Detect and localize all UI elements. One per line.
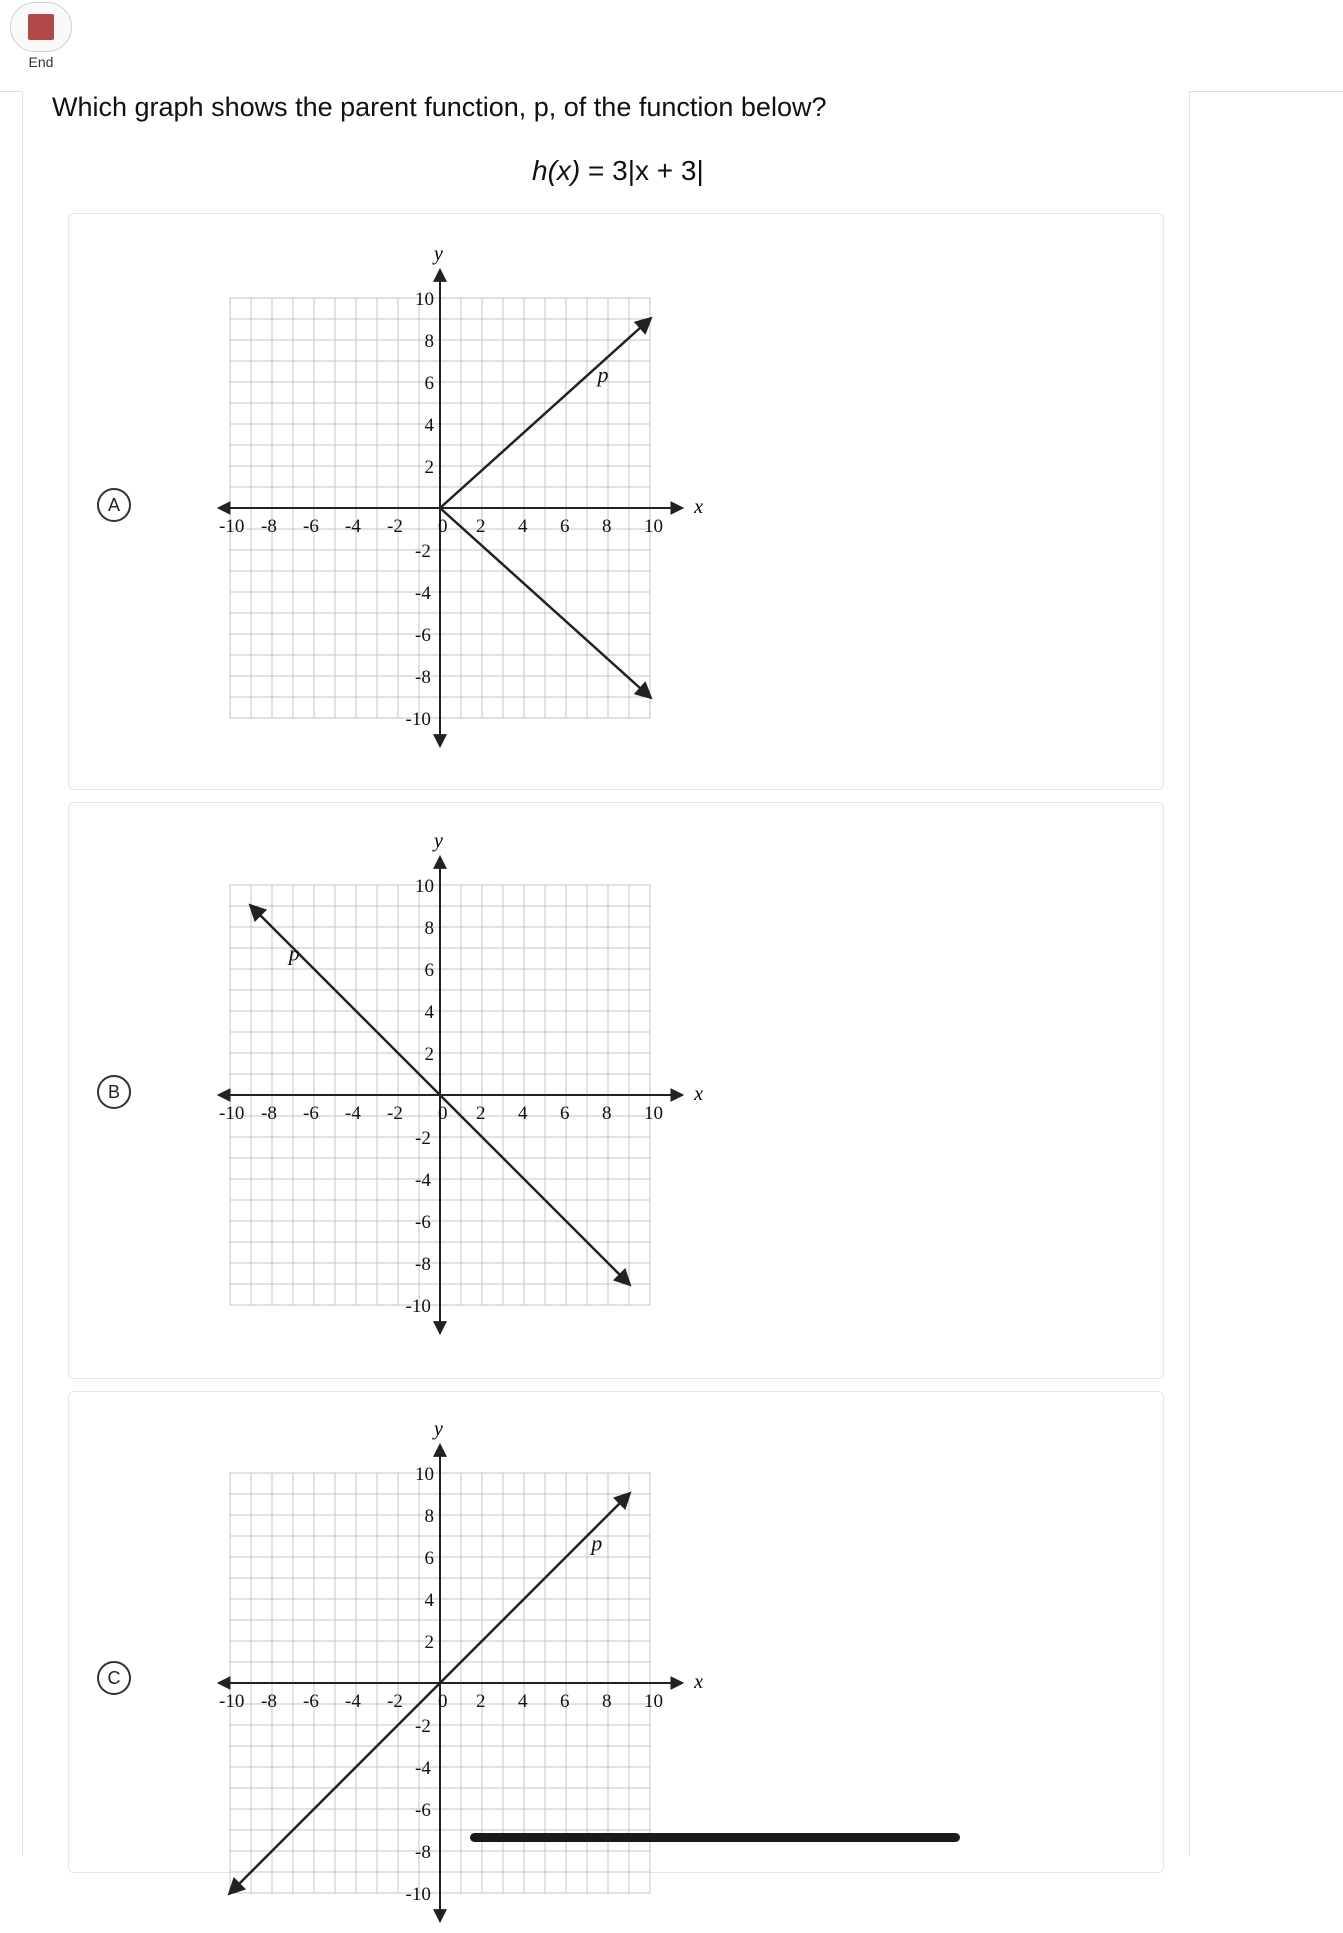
y-tick-label: 8 — [424, 1506, 434, 1527]
horizontal-scrollbar[interactable] — [470, 1833, 960, 1842]
x-tick-label: 4 — [518, 516, 528, 537]
curve-label: p — [288, 940, 300, 966]
end-button[interactable] — [10, 2, 72, 52]
y-tick-label: -8 — [415, 667, 431, 688]
curve-label: p — [597, 362, 609, 387]
x-tick-label: -2 — [387, 516, 403, 537]
top-toolbar — [0, 0, 1343, 92]
function-formula — [532, 153, 832, 189]
y-tick-label: 10 — [415, 876, 434, 897]
end-label: End — [28, 54, 54, 70]
y-tick-label: -8 — [415, 1254, 431, 1275]
y-tick-label: -6 — [415, 625, 431, 646]
x-tick-label: 6 — [560, 1691, 570, 1712]
y-tick-label: -6 — [415, 1212, 431, 1233]
y-tick-label: 4 — [424, 1002, 434, 1023]
x-tick-label: -8 — [261, 1103, 277, 1124]
x-tick-label: -6 — [303, 1103, 319, 1124]
y-tick-label: -2 — [415, 1716, 431, 1737]
y-tick-label: -4 — [415, 583, 431, 604]
y-tick-label: 4 — [424, 415, 434, 436]
x-tick-label: -2 — [387, 1691, 403, 1712]
x-tick-label: 8 — [602, 1103, 612, 1124]
y-tick-label: 10 — [415, 289, 434, 310]
x-tick-label: -4 — [345, 516, 361, 537]
y-tick-label: -8 — [415, 1842, 431, 1863]
y-tick-label: -4 — [415, 1170, 431, 1191]
x-tick-label: 10 — [644, 1103, 663, 1124]
x-tick-label: 0 — [438, 1691, 448, 1712]
x-tick-label: 6 — [560, 1103, 570, 1124]
x-axis-label: x — [694, 496, 703, 518]
x-tick-label: -8 — [261, 516, 277, 537]
option-letter-b[interactable]: B — [97, 1075, 131, 1109]
x-tick-label: -6 — [303, 516, 319, 537]
x-tick-label: 2 — [476, 516, 486, 537]
x-tick-label: -4 — [345, 1103, 361, 1124]
y-tick-label: 4 — [424, 1590, 434, 1611]
y-tick-label: -10 — [405, 709, 431, 730]
y-tick-label: -10 — [405, 1296, 431, 1317]
y-axis-label: y — [434, 1418, 443, 1441]
stop-icon — [28, 14, 54, 40]
y-axis-label: y — [434, 830, 443, 853]
y-tick-label: -6 — [415, 1800, 431, 1821]
y-tick-label: 8 — [424, 918, 434, 939]
x-tick-label: 8 — [602, 1691, 612, 1712]
y-tick-label: 2 — [424, 1044, 434, 1065]
y-tick-label: 6 — [424, 1548, 434, 1569]
y-tick-label: -10 — [405, 1884, 431, 1905]
formula-lhs: h(x) — [532, 155, 581, 186]
x-tick-label: 0 — [438, 1103, 448, 1124]
y-tick-label: 2 — [424, 1632, 434, 1653]
y-tick-label: 8 — [424, 331, 434, 352]
option-letter-a[interactable]: A — [97, 488, 131, 522]
question-prompt: Which graph shows the parent function, p, of the function below? — [52, 92, 827, 122]
x-tick-label: -10 — [219, 1103, 245, 1124]
x-tick-label: -10 — [219, 516, 245, 537]
x-tick-label: -6 — [303, 1691, 319, 1712]
y-tick-label: -4 — [415, 1758, 431, 1779]
x-axis-label: x — [694, 1083, 703, 1105]
x-tick-label: -8 — [261, 1691, 277, 1712]
y-tick-label: 6 — [424, 373, 434, 394]
y-tick-label: 2 — [424, 457, 434, 478]
graph-c — [205, 1418, 703, 1933]
x-tick-label: 10 — [644, 1691, 663, 1712]
x-tick-label: 10 — [644, 516, 663, 537]
x-tick-label: 2 — [476, 1103, 486, 1124]
graph-b — [205, 830, 703, 1345]
y-tick-label: 6 — [424, 960, 434, 981]
x-tick-label: 8 — [602, 516, 612, 537]
x-axis-label: x — [694, 1671, 703, 1693]
x-tick-label: 4 — [518, 1691, 528, 1712]
y-tick-label: 10 — [415, 1464, 434, 1485]
y-axis-label: y — [434, 243, 443, 266]
x-tick-label: 0 — [438, 516, 448, 537]
formula-rhs: 3|x + 3| — [612, 155, 704, 186]
x-tick-label: 6 — [560, 516, 570, 537]
x-tick-label: -2 — [387, 1103, 403, 1124]
x-tick-label: 2 — [476, 1691, 486, 1712]
x-tick-label: 4 — [518, 1103, 528, 1124]
curve-label: p — [591, 1530, 603, 1556]
y-tick-label: -2 — [415, 541, 431, 562]
option-letter-c[interactable]: C — [97, 1661, 131, 1695]
x-tick-label: -10 — [219, 1691, 245, 1712]
y-tick-label: -2 — [415, 1128, 431, 1149]
formula-equals: = — [580, 155, 613, 186]
graph-a — [205, 243, 703, 758]
x-tick-label: -4 — [345, 1691, 361, 1712]
